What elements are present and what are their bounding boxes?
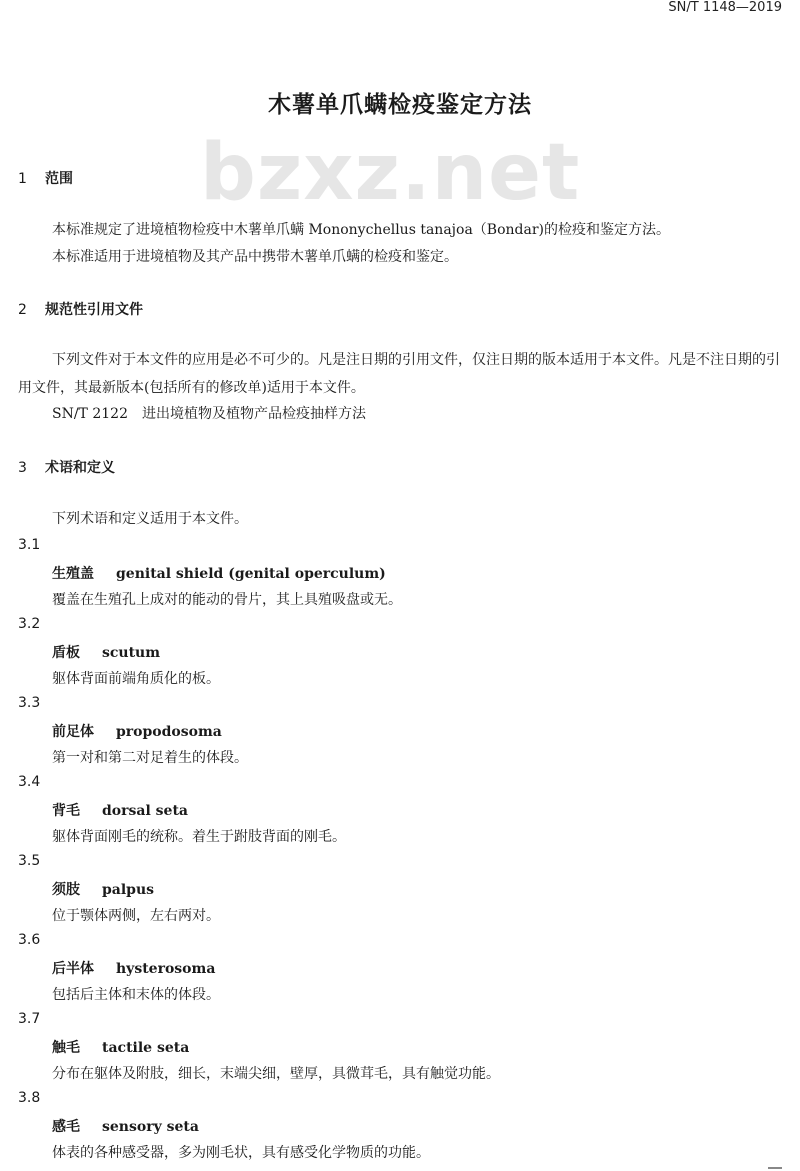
term-heading [52,1037,189,1057]
term-number: 3.2 [18,616,41,632]
term-en: tactile seta [102,1040,190,1056]
term-zh: 后半体 [52,961,94,977]
term-heading [52,879,154,899]
term-heading [52,800,188,820]
section-title: 规范性引用文件 [45,302,143,318]
term-zh: 生殖盖 [52,566,94,582]
term-definition: 位于颚体两侧，左右两对。 [52,908,220,924]
section-2-reference: SN/T 2122 进出境植物及植物产品检疫抽样方法 [52,406,366,422]
section-title: 范围 [45,171,73,187]
page-edge-mark [768,1167,782,1169]
term-heading [52,1116,199,1136]
term-zh: 触毛 [52,1040,80,1056]
term-heading [52,563,386,583]
term-en: sensory seta [102,1119,199,1135]
term-zh: 前足体 [52,724,94,740]
section-3-paragraph-1: 下列术语和定义适用于本文件。 [52,511,248,527]
section-1-paragraph-2: 本标准适用于进境植物及其产品中携带木薯单爪螨的检疫和鉴定。 [52,249,458,265]
term-definition: 体表的各种感受器，多为刚毛状，具有感受化学物质的功能。 [52,1145,430,1161]
document-title: 木薯单爪螨检疫鉴定方法 [268,92,532,118]
term-definition: 第一对和第二对足着生的体段。 [52,750,248,766]
term-definition: 分布在躯体及附肢，细长，末端尖细，壁厚，具微茸毛，具有触觉功能。 [52,1066,500,1082]
term-number: 3.5 [18,853,41,869]
term-en: hysterosoma [116,961,216,977]
term-number: 3.3 [18,695,41,711]
term-definition: 包括后主体和末体的体段。 [52,987,220,1003]
term-definition: 覆盖在生殖孔上成对的能动的骨片，其上具殖吸盘或无。 [52,592,402,608]
term-zh: 盾板 [52,645,80,661]
term-zh: 背毛 [52,803,80,819]
section-number: 3 [18,460,27,476]
section-2-heading [18,299,143,319]
term-number: 3.1 [18,537,41,553]
section-title: 术语和定义 [45,460,115,476]
section-1-paragraph-1: 本标准规定了进境植物检疫中木薯单爪螨 Mononychellus tanajoa（Bondar)的检疫和鉴定方法。 [52,222,670,238]
term-heading [52,721,222,741]
standard-code: SN/T 1148—2019 [668,0,782,15]
watermark: bzxz.net [200,128,581,218]
term-en: scutum [102,645,161,661]
term-number: 3.7 [18,1011,41,1027]
section-2-paragraph-1: 下列文件对于本文件的应用是必不可少的。凡是注日期的引用文件，仅注日期的版本适用于本文件。凡是不注日期的引用文件，其最新版本(包括所有的修改单)适用于本文件。 [18,352,780,396]
section-3-heading [18,457,115,477]
term-heading [52,958,215,978]
section-number: 1 [18,171,27,187]
term-number: 3.4 [18,774,41,790]
section-number: 2 [18,302,27,318]
term-zh: 感毛 [52,1119,80,1135]
term-en: palpus [102,882,155,898]
term-definition: 躯体背面刚毛的统称。着生于跗肢背面的刚毛。 [52,829,346,845]
term-number: 3.6 [18,932,41,948]
term-en: propodosoma [116,724,222,740]
term-en: dorsal seta [102,803,188,819]
term-definition: 躯体背面前端角质化的板。 [52,671,220,687]
term-heading [52,642,160,662]
section-1-heading [18,168,73,188]
term-zh: 须肢 [52,882,80,898]
term-number: 3.8 [18,1090,41,1106]
term-en: genital shield (genital operculum) [116,566,386,582]
